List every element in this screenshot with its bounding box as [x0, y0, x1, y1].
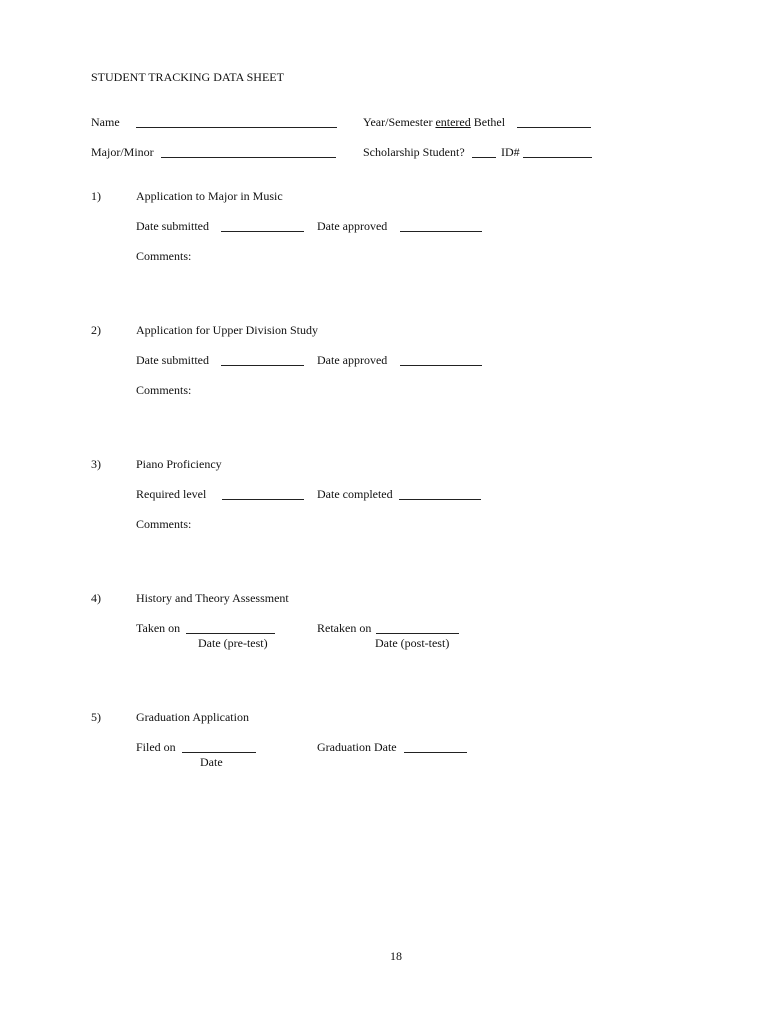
section-4-post-test-caption: Date (post-test): [375, 636, 450, 650]
section-4-retaken-on-label: Retaken on: [317, 621, 372, 635]
section-3-required-level-field[interactable]: [222, 499, 304, 500]
section-2-title: Application for Upper Division Study: [136, 323, 318, 337]
id-field[interactable]: [523, 157, 592, 158]
section-3-comments-label: Comments:: [136, 517, 192, 531]
name-label: Name: [91, 115, 120, 129]
section-3-required-level-label: Required level: [136, 487, 207, 501]
section-1-title: Application to Major in Music: [136, 189, 283, 203]
section-5-title: Graduation Application: [136, 710, 249, 724]
major-minor-field[interactable]: [161, 157, 336, 158]
section-3-number: 3): [91, 457, 101, 471]
section-3-date-completed-field[interactable]: [399, 499, 481, 500]
year-semester-prefix: Year/Semester: [363, 115, 436, 129]
section-5-filed-on-label: Filed on: [136, 740, 176, 754]
section-3-title: Piano Proficiency: [136, 457, 222, 471]
section-4-number: 4): [91, 591, 101, 605]
section-2-date-approved-field[interactable]: [400, 365, 482, 366]
year-semester-label: [363, 115, 505, 129]
section-5-date-caption: Date: [200, 755, 223, 769]
section-5-graduation-date-field[interactable]: [404, 752, 467, 753]
major-minor-label: Major/Minor: [91, 145, 154, 159]
section-2-number: 2): [91, 323, 101, 337]
section-1-date-approved-field[interactable]: [400, 231, 482, 232]
section-1-date-approved-label: Date approved: [317, 219, 388, 233]
scholarship-field[interactable]: [472, 157, 496, 158]
section-5-graduation-date-label: Graduation Date: [317, 740, 397, 754]
section-4-taken-on-field[interactable]: [186, 633, 275, 634]
section-1-number: 1): [91, 189, 101, 203]
year-semester-field[interactable]: [517, 127, 591, 128]
page-number: 18: [390, 949, 402, 963]
year-semester-entered: entered: [435, 115, 471, 129]
section-4-title: History and Theory Assessment: [136, 591, 289, 605]
section-2-date-approved-label: Date approved: [317, 353, 388, 367]
section-3-date-completed-label: Date completed: [317, 487, 393, 501]
section-2-date-submitted-label: Date submitted: [136, 353, 209, 367]
section-5-filed-on-field[interactable]: [182, 752, 256, 753]
id-label: ID#: [501, 145, 520, 159]
section-4-retaken-on-field[interactable]: [376, 633, 459, 634]
section-1-comments-label: Comments:: [136, 249, 192, 263]
section-2-comments-label: Comments:: [136, 383, 192, 397]
section-5-number: 5): [91, 710, 101, 724]
section-1-date-submitted-field[interactable]: [221, 231, 304, 232]
year-semester-suffix: Bethel: [470, 115, 506, 129]
section-2-date-submitted-field[interactable]: [221, 365, 304, 366]
scholarship-label: Scholarship Student?: [363, 145, 465, 159]
page-title: STUDENT TRACKING DATA SHEET: [91, 70, 284, 84]
section-4-pre-test-caption: Date (pre-test): [198, 636, 268, 650]
section-4-taken-on-label: Taken on: [136, 621, 181, 635]
name-field[interactable]: [136, 127, 337, 128]
section-1-date-submitted-label: Date submitted: [136, 219, 209, 233]
